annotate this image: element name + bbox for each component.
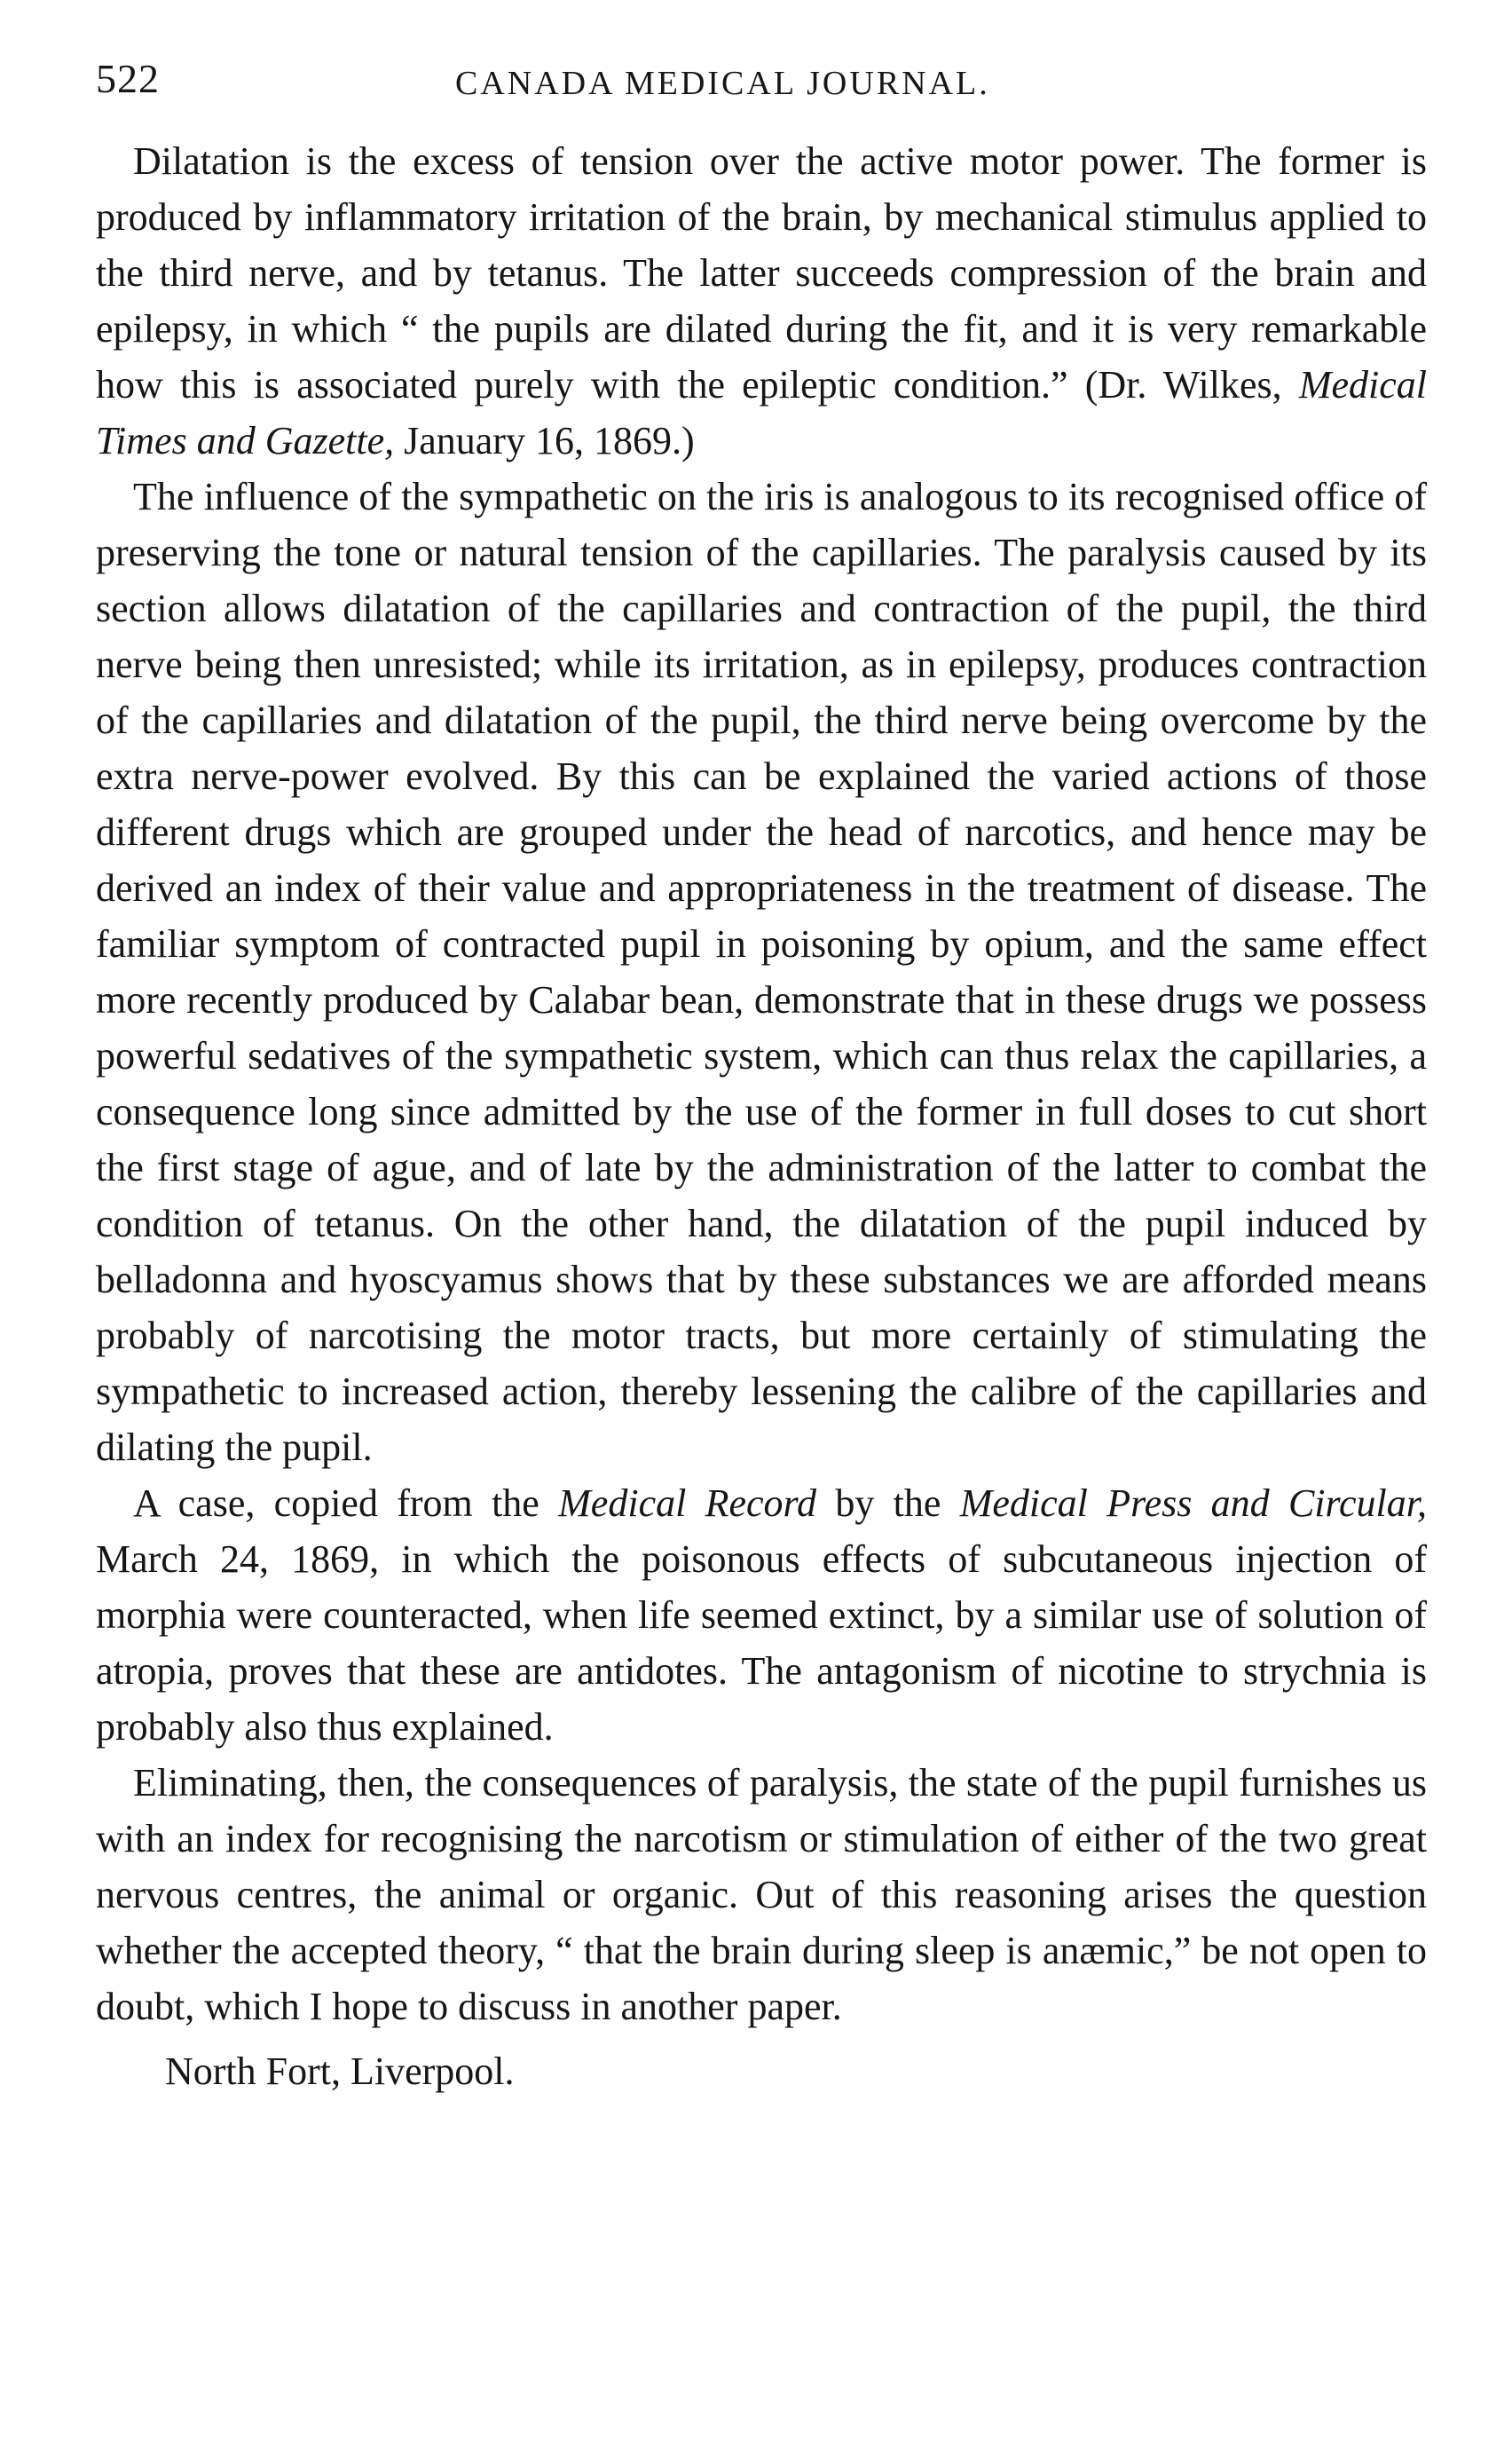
paragraph-text: by the xyxy=(835,1481,941,1525)
citation-title: Medical Record xyxy=(558,1481,817,1525)
paragraph-text: January 16, 1869.) xyxy=(404,419,695,462)
author-location: North Fort, Liverpool. xyxy=(165,2049,515,2093)
citation-title: Medical Press and Circular, xyxy=(959,1481,1428,1525)
paragraph-text: Dilatation is the excess of tension over the active motor power. The former is produced by inflammatory irritation of the brain, by mechanical stimulus applied to the third nerve, and by tetanus. The latter succeeds compression of the brain and epilepsy, in which “ the pupils are dilated during the fit, and it is very remarkable how this is associated purely with the epileptic condition.” (Dr. Wilkes, xyxy=(96,139,1427,407)
paragraph-text: March 24, 1869, in which the poisonous effects of subcutaneous injection of morphia were counteracted, when life seemed extinct, by a similar use of solution of atropia, proves that these are antidotes. The antagonism of nicotine to strychnia is probably also thus explained. xyxy=(96,1537,1427,1749)
page-number: 522 xyxy=(96,56,160,101)
running-head xyxy=(96,55,1427,126)
paragraph-dilatation xyxy=(96,133,1427,469)
paragraph-text: A case, copied from the xyxy=(133,1481,539,1525)
article-body xyxy=(96,133,1427,2034)
journal-page xyxy=(96,55,1427,2099)
paragraph-case xyxy=(96,1475,1427,1755)
journal-title: CANADA MEDICAL JOURNAL. xyxy=(455,65,990,102)
paragraph-conclusion: Eliminating, then, the consequences of paralysis, the state of the pupil furnishes us with an index for recognising the narcotism or stimulation of either of the two great nervous centres, the animal or organic. Out of this reasoning arises the question whether the accepted theory, “ that the brain during sleep is anæmic,” be not open to doubt, which I hope to discuss in another paper. xyxy=(96,1761,1427,2028)
citation-title: Medical Times and Gazette, xyxy=(96,363,1428,462)
paragraph-sympathetic: The influence of the sympathetic on the iris is analogous to its recognised office of preserving the tone or natural tension of the capillaries. The paralysis caused by its section allows dilatation of the capillaries and contraction of the pupil, the third nerve being then unresisted; while its irritation, as in epilepsy, produces contraction of the capillaries and dilatation of the pupil, the third nerve being overcome by the extra nerve-power evolved. By this can be explained the varied actions of those different drugs which are grouped under the head of narcotics, and hence may be derived an index of their value and appropriateness in the treatment of disease. The familiar symptom of contracted pupil in poisoning by opium, and the same effect more recently produced by Calabar bean, demonstrate that in these drugs we possess powerful sedatives of the sympathetic system, which can thus relax the capillaries, a consequence long since admitted by the use of the former in full doses to cut short the first stage of ague, and of late by the administration of the latter to combat the condition of tetanus. On the other hand, the dilatation of the pupil induced by belladonna and hyoscyamus shows that by these substances we are afforded means probably of narcotising the motor tracts, but more certainly of stimulating the sympathetic to increased action, thereby lessening the calibre of the capillaries and dilating the pupil. xyxy=(96,475,1427,1469)
